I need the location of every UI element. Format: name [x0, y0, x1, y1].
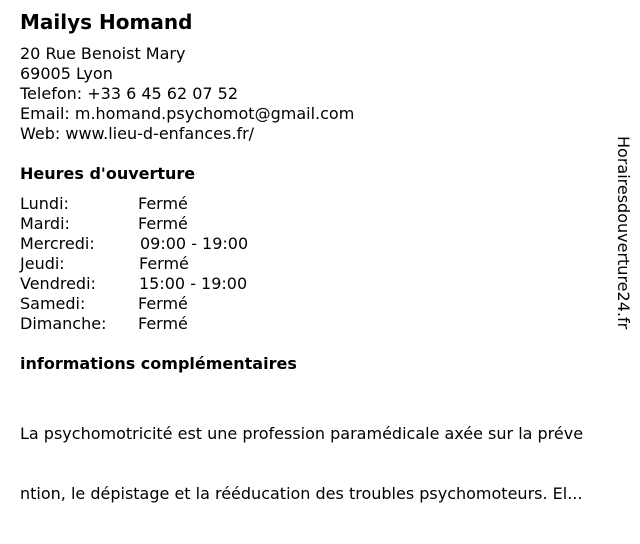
hours-value: 15:00 - 19:00: [139, 274, 248, 293]
hours-value: Fermé: [138, 194, 188, 213]
day-label: Jeudi:: [20, 254, 65, 273]
day-label: Dimanche:: [20, 314, 107, 333]
additional-info-title: informations complémentaires: [20, 354, 297, 373]
address-block: [20, 44, 632, 144]
hours-value: Fermé: [138, 214, 188, 233]
hours-value: Fermé: [139, 254, 189, 273]
hours-value: 09:00 - 19:00: [140, 234, 249, 253]
city-postcode: 69005 Lyon: [20, 64, 113, 83]
opening-hours-table: [20, 194, 320, 334]
street-address: 20 Rue Benoist Mary: [20, 44, 186, 63]
hours-row-sunday: [20, 314, 320, 334]
additional-info-text: [20, 384, 632, 544]
day-label: Vendredi:: [20, 274, 96, 293]
day-label: Samedi:: [20, 294, 86, 313]
info-line-2: ntion, le dépistage et la rééducation des troubles psychomoteurs. El...: [20, 484, 583, 503]
day-label: Lundi:: [20, 194, 69, 213]
day-label: Mercredi:: [20, 234, 95, 253]
hours-row-monday: [20, 194, 320, 214]
hours-row-friday: [20, 274, 320, 294]
day-label: Mardi:: [20, 214, 70, 233]
watermark-text: Horairesdouverture24.fr: [614, 136, 633, 330]
hours-row-wednesday: [20, 234, 320, 254]
business-name: Mailys Homand: [20, 10, 193, 34]
info-line-1: La psychomotricité est une profession paramédicale axée sur la préve: [20, 424, 584, 443]
website-link[interactable]: Web: www.lieu-d-enfances.fr/: [20, 124, 255, 143]
site-watermark: [613, 136, 633, 346]
hours-row-thursday: [20, 254, 320, 274]
phone-number[interactable]: Telefon: +33 6 45 62 07 52: [20, 84, 239, 103]
opening-hours-title: Heures d'ouverture: [20, 164, 196, 183]
hours-value: Fermé: [138, 314, 188, 333]
hours-row-saturday: [20, 294, 320, 314]
hours-row-tuesday: [20, 214, 320, 234]
hours-value: Fermé: [138, 294, 188, 313]
email-address[interactable]: Email: m.homand.psychomot@gmail.com: [20, 104, 355, 123]
